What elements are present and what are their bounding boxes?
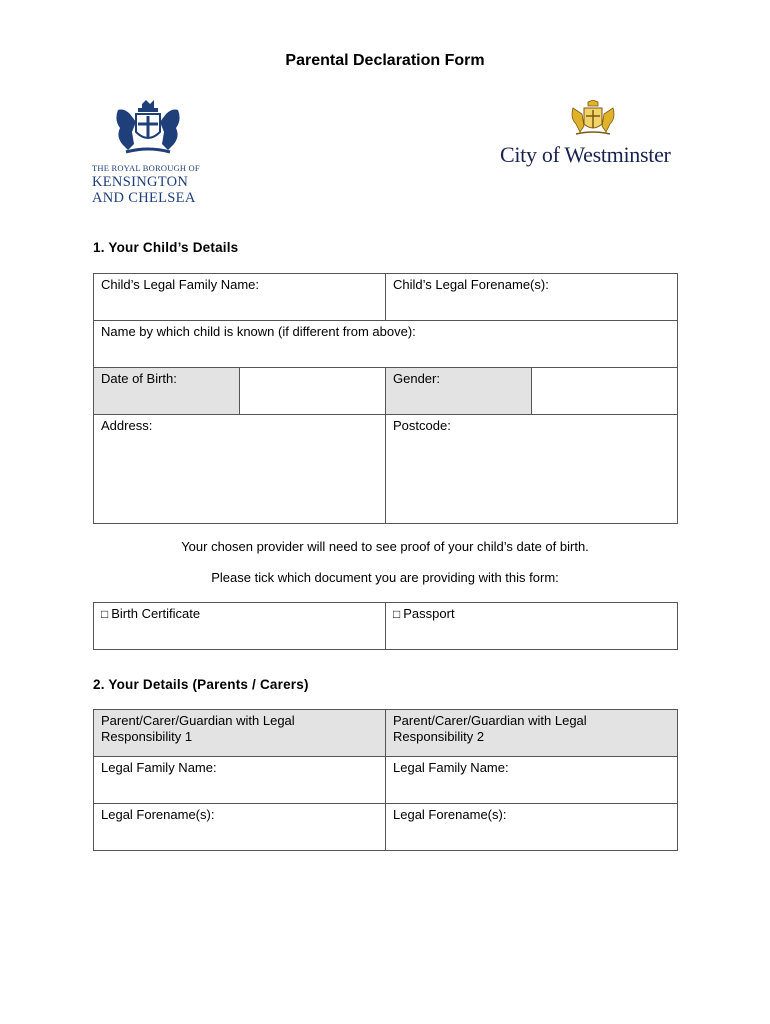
child-known-as-field[interactable] [94, 321, 678, 368]
rbkc-logo-line3: AND CHELSEA [92, 190, 196, 206]
parent-2-heading: Parent/Carer/Guardian with Legal Responsibility 2 [393, 713, 587, 744]
westminster-crest-icon [570, 100, 616, 138]
gender-label: Gender: [393, 371, 440, 386]
westminster-logo [570, 100, 616, 138]
parent-2-forenames-label: Legal Forename(s): [393, 807, 507, 822]
parent-1-family-name-field[interactable] [94, 757, 386, 804]
parent-1-heading-cell [94, 710, 386, 757]
parent-details-table [93, 709, 678, 851]
child-forenames-field[interactable] [386, 274, 678, 321]
proof-document-table [93, 602, 678, 650]
passport-label: Passport [403, 606, 455, 621]
dob-label: Date of Birth: [101, 371, 177, 386]
passport-option[interactable] [386, 603, 678, 650]
postcode-field[interactable] [386, 415, 678, 524]
rbkc-logo [112, 100, 184, 158]
parent-1-heading: Parent/Carer/Guardian with Legal Responsibility 1 [101, 713, 295, 744]
dob-label-cell [94, 368, 240, 415]
parent-1-forenames-label: Legal Forename(s): [101, 807, 215, 822]
address-field[interactable] [94, 415, 386, 524]
proof-instruction: Please tick which document you are providing with this form: [211, 570, 559, 585]
section-2-heading: 2. Your Details (Parents / Carers) [93, 677, 309, 692]
page-title: Parental Declaration Form [285, 52, 485, 69]
address-label: Address: [101, 418, 153, 433]
parent-2-family-name-label: Legal Family Name: [393, 760, 509, 775]
birth-certificate-label: Birth Certificate [111, 606, 201, 621]
parent-2-family-name-field[interactable] [386, 757, 678, 804]
postcode-label: Postcode: [393, 418, 451, 433]
rbkc-logo-line2: KENSINGTON [92, 174, 189, 190]
child-family-name-field[interactable] [94, 274, 386, 321]
rbkc-logo-line1: THE ROYAL BOROUGH OF [92, 163, 200, 173]
parent-2-forenames-field[interactable] [386, 804, 678, 851]
section-1-heading: 1. Your Child’s Details [93, 240, 239, 255]
child-forenames-label: Child’s Legal Forename(s): [393, 277, 549, 292]
parent-1-family-name-label: Legal Family Name: [101, 760, 217, 775]
proof-note: Your chosen provider will need to see proof of your child’s date of birth. [181, 539, 589, 554]
passport-checkbox[interactable]: □ [393, 607, 401, 621]
gender-label-cell [386, 368, 532, 415]
rbkc-crest-icon [112, 100, 184, 158]
birth-certificate-checkbox[interactable]: □ [101, 607, 109, 621]
gender-input[interactable] [532, 368, 678, 415]
child-family-name-label: Child’s Legal Family Name: [101, 277, 259, 292]
parent-1-forenames-field[interactable] [94, 804, 386, 851]
child-known-as-label: Name by which child is known (if different from above): [101, 324, 416, 339]
birth-certificate-option[interactable] [94, 603, 386, 650]
child-details-table [93, 273, 678, 524]
parent-2-heading-cell [386, 710, 678, 757]
westminster-logo-text: City of Westminster [500, 142, 671, 167]
dob-input[interactable] [240, 368, 386, 415]
